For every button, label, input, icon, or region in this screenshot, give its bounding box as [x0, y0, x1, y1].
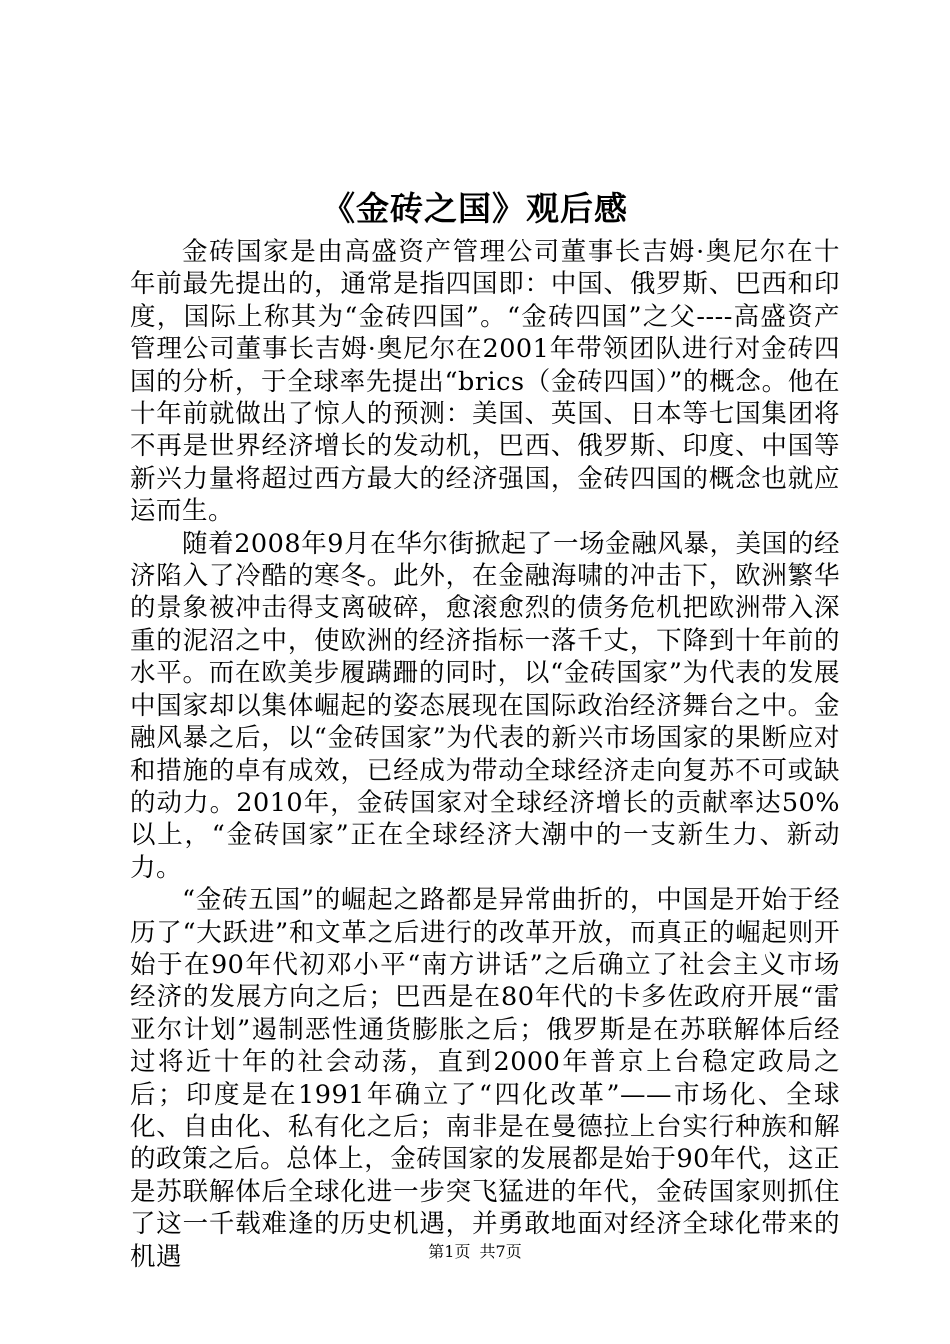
paragraph: “金砖五国”的崛起之路都是异常曲折的，中国是开始于经历了“大跃进”和文革之后进行的改革开放，而真正的崛起则开始于在90年代初邓小平“南方讲话”之后确立了社会主义市场经济的发展方向之后；巴西是在80年代的卡多佐政府开展“雷亚尔计划”遏制恶性通货膨胀之后；俄罗斯是在苏联解体后经过将近十年的社会动荡，直到2000年普京上台稳定政局之后；印度是在1991年确立了“四化改革”——市场化、全球化、自由化、私有化之后；南非是在曼德拉上台实行种族和解的政策之后。总体上，金砖国家的发展都是始于90年代，这正是苏联解体后全球化进一步突飞猛进的年代，金砖国家则抓住了这一千载难逢的历史机遇，并勇敢地面对经济全球化带来的机遇: [130, 885, 840, 1272]
document-body: [130, 236, 840, 1273]
paragraph: 金砖国家是由高盛资产管理公司董事长吉姆·奥尼尔在十年前最先提出的，通常是指四国即：中国、俄罗斯、巴西和印度，国际上称其为“金砖四国”。“金砖四国”之父----高盛资产管理公司董事长吉姆·奥尼尔在2001年带领团队进行对金砖四国的分析，于全球率先提出“brics（金砖四国）”的概念。他在十年前就做出了惊人的预测：美国、英国、日本等七国集团将不再是世界经济增长的发动机，巴西、俄罗斯、印度、中国等新兴力量将超过西方最大的经济强国，金砖四国的概念也就应运而生。: [130, 237, 840, 527]
page-number: 第1页: [428, 1242, 471, 1261]
page-footer: [0, 1241, 950, 1263]
page-total: 共7页: [479, 1242, 522, 1261]
paragraph: 随着2008年9月在华尔街掀起了一场金融风暴，美国的经济陷入了冷酷的寒冬。此外，在金融海啸的冲击下，欧洲繁华的景象被冲击得支离破碎，愈滚愈烈的债务危机把欧洲带入深重的泥沼之中，使欧洲的经济指标一落千丈，下降到十年前的水平。而在欧美步履蹒跚的同时，以“金砖国家”为代表的发展中国家却以集体崛起的姿态展现在国际政治经济舞台之中。金融风暴之后，以“金砖国家”为代表的新兴市场国家的果断应对和措施的卓有成效，已经成为带动全球经济走向复苏不可或缺的动力。2010年，金砖国家对全球经济增长的贡献率达50%以上，“金砖国家”正在全球经济大潮中的一支新生力、新动力。: [130, 528, 840, 883]
document-title: 《金砖之国》观后感: [322, 189, 628, 228]
